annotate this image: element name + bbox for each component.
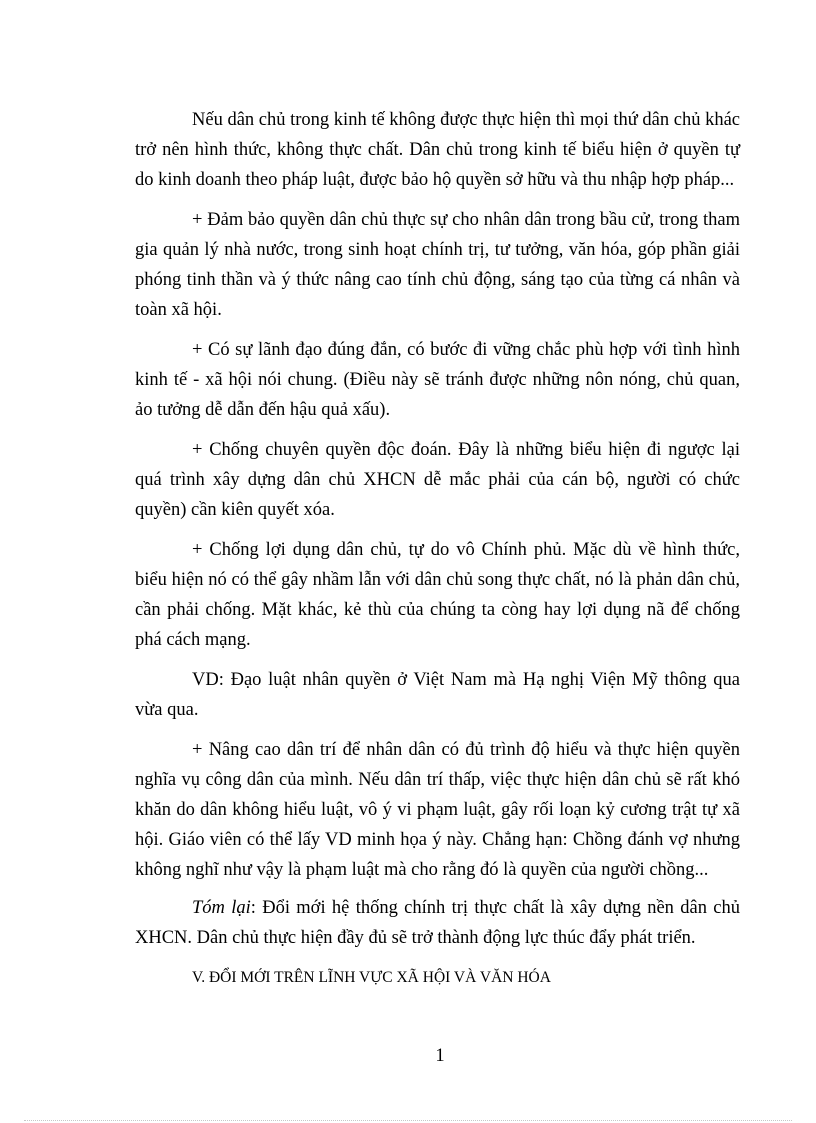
section-heading: V. ĐỔI MỚI TRÊN LĨNH VỰC XÃ HỘI VÀ VĂN HÓA [192, 969, 551, 986]
paragraph-correct-leadership: + Có sự lãnh đạo đúng đắn, có bước đi vững chắc phù hợp với tình hình kinh tế - xã hội nói chung. (Điều này sẽ tránh được những nôn nóng, chủ quan, ảo tưởng dễ dẫn đến hậu quả xấu). [135, 340, 740, 420]
paragraph-summary [135, 893, 740, 953]
page-bottom-divider [24, 1120, 792, 1121]
paragraph-economic-democracy: Nếu dân chủ trong kinh tế không được thực hiện thì mọi thứ dân chủ khác trở nên hình thức, không thực chất. Dân chủ trong kinh tế biểu hiện ở quyền tự do kinh doanh theo pháp luật, được bảo hộ quyền sở hữu và thu nhập hợp pháp... [135, 110, 740, 190]
paragraph-ensure-democratic-rights: + Đảm bảo quyền dân chủ thực sự cho nhân dân trong bầu cử, trong tham gia quản lý nhà nước, trong sinh hoạt chính trị, tư tưởng, văn hóa, góp phần giải phóng tinh thần và ý thức nâng cao tính chủ động, sáng tạo của từng cá nhân và toàn xã hội. [135, 210, 740, 320]
page-number: 1 [435, 1046, 445, 1066]
page-body [135, 105, 740, 993]
paragraph-example: VD: Đạo luật nhân quyền ở Việt Nam mà Hạ nghị Viện Mỹ thông qua vừa qua. [135, 670, 740, 720]
paragraph-raise-education: + Nâng cao dân trí để nhân dân có đủ trình độ hiểu và thực hiện quyền nghĩa vụ công dân của mình. Nếu dân trí thấp, việc thực hiện dân chủ sẽ rất khó khăn do dân không hiểu luật, vô ý vi phạm luật, gây rối loạn kỷ cương trật tự xã hội. Giáo viên có thể lấy VD minh họa ý này. Chẳng hạn: Chồng đánh vợ nhưng không nghĩ như vậy là phạm luật mà cho rằng đó là quyền của người chồng... [135, 740, 740, 880]
paragraph-against-abuse-of-democracy: + Chống lợi dụng dân chủ, tự do vô Chính phủ. Mặc dù về hình thức, biểu hiện nó có thể gây nhầm lẫn với dân chủ song thực chất, nó là phản dân chủ, cần phải chống. Mặt khác, kẻ thù của chúng ta còng hay lợi dụng nã để chống phá cách mạng. [135, 540, 740, 650]
paragraph-against-autocracy: + Chống chuyên quyền độc đoán. Đây là những biểu hiện đi ngược lại quá trình xây dựng dân chủ XHCN dễ mắc phải của cán bộ, người có chức quyền) cần kiên quyết xóa. [135, 440, 740, 520]
summary-text: : Đổi mới hệ thống chính trị thực chất là xây dựng nền dân chủ XHCN. Dân chủ thực hiện đầy đủ sẽ trở thành động lực thúc đẩy phát triển. [135, 898, 740, 948]
summary-label: Tóm lại [192, 898, 251, 918]
